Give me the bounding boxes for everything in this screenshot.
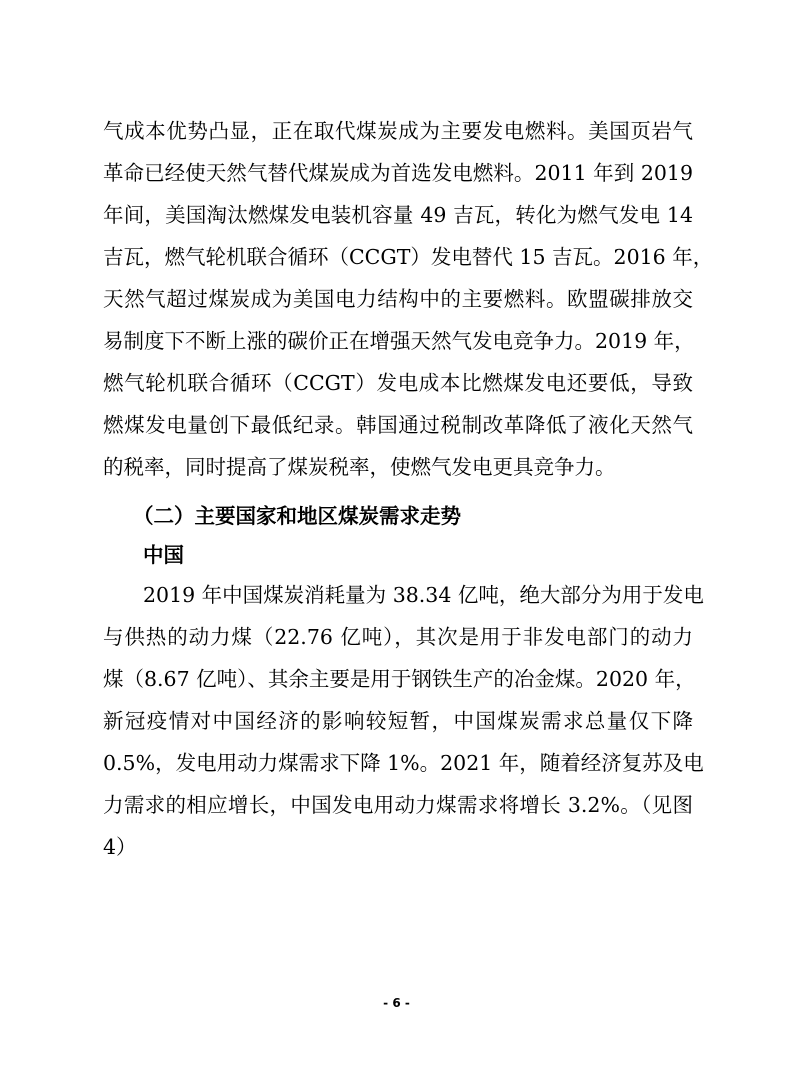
paragraph-line: 燃煤发电量创下最低纪录。韩国通过税制改革降低了液化天然气 xyxy=(103,413,693,437)
paragraph-line: 年间，美国淘汰燃煤发电装机容量 49 吉瓦，转化为燃气发电 14 xyxy=(103,203,693,227)
page-number: - 6 - xyxy=(383,996,410,1010)
paragraph-line: 吉瓦，燃气轮机联合循环（CCGT）发电替代 15 吉瓦。2016 年， xyxy=(103,245,714,269)
paragraph-line: 天然气超过煤炭成为美国电力结构中的主要燃料。欧盟碳排放交 xyxy=(103,287,693,311)
paragraph-line: 燃气轮机联合循环（CCGT）发电成本比燃煤发电还要低，导致 xyxy=(103,371,693,395)
paragraph-line: 0.5%，发电用动力煤需求下降 1%。2021 年，随着经济复苏及电 xyxy=(103,751,704,775)
paragraph-line: 革命已经使天然气替代煤炭成为首选发电燃料。2011 年到 2019 xyxy=(103,161,693,185)
paragraph-line: 的税率，同时提高了煤炭税率，使燃气发电更具竞争力。 xyxy=(103,455,616,479)
sub-heading-china: 中国 xyxy=(143,543,184,567)
paragraph-line: 易制度下不断上涨的碳价正在增强天然气发电竞争力。2019 年， xyxy=(103,329,695,353)
section-heading: （二）主要国家和地区煤炭需求走势 xyxy=(133,504,461,528)
paragraph-line: 4） xyxy=(103,835,137,859)
paragraph-line: 与供热的动力煤（22.76 亿吨），其次是用于非发电部门的动力 xyxy=(103,625,693,649)
paragraph-line: 新冠疫情对中国经济的影响较短暂，中国煤炭需求总量仅下降 xyxy=(103,709,693,733)
paragraph-line: 力需求的相应增长，中国发电用动力煤需求将增长 3.2%。（见图 xyxy=(103,793,693,817)
paragraph-line: 气成本优势凸显，正在取代煤炭成为主要发电燃料。美国页岩气 xyxy=(103,119,693,143)
paragraph-line: 2019 年中国煤炭消耗量为 38.34 亿吨，绝大部分为用于发电 xyxy=(143,583,704,607)
paragraph-line: 煤（8.67 亿吨）、其余主要是用于钢铁生产的冶金煤。2020 年， xyxy=(103,667,696,691)
